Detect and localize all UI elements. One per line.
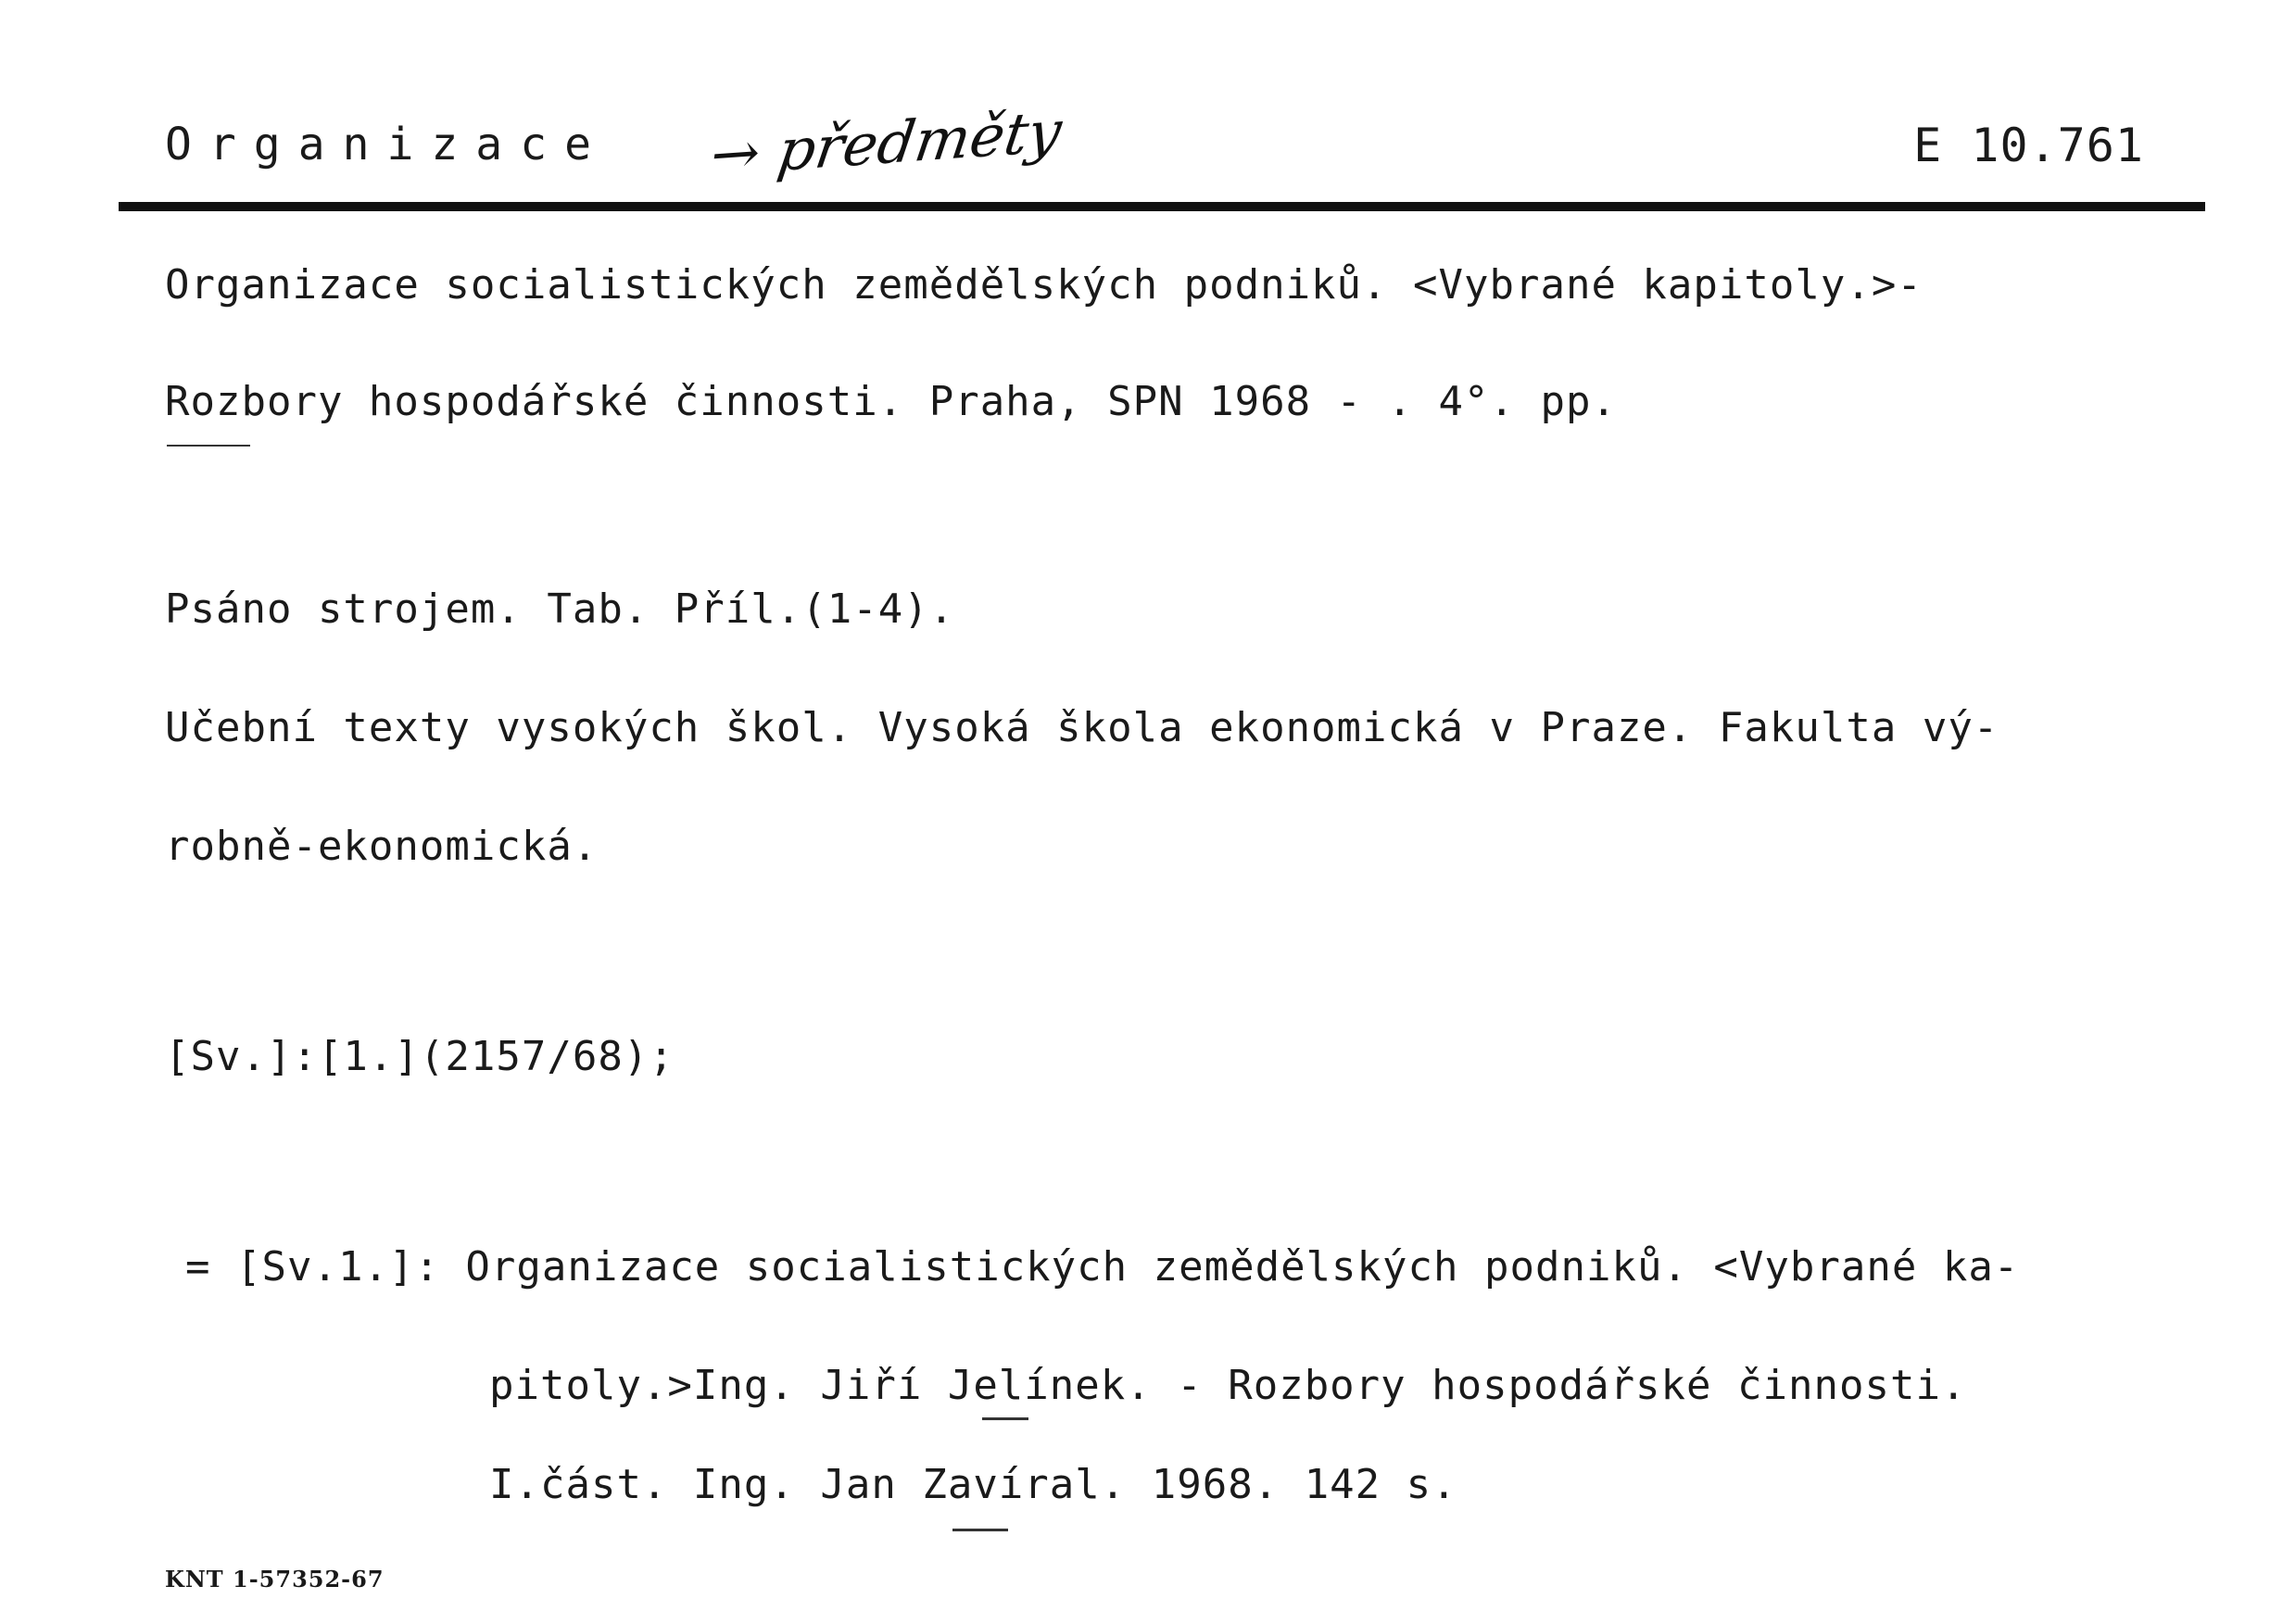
note-line: Psáno strojem. Tab. Příl.(1-4). — [165, 585, 955, 633]
series-line-1: Učební texty vysokých škol. Vysoká škola ekonomická v Praze. Fakulta vý- — [165, 704, 1999, 751]
contents-line-3: I.část. Ing. Jan Zavíral. 1968. 142 s. — [489, 1461, 1457, 1508]
ink-underline-mark — [167, 445, 250, 447]
series-line-2: robně-ekonomická. — [165, 823, 599, 870]
print-code: KNT 1-57352-67 — [165, 1566, 385, 1593]
ink-underline-mark — [982, 1417, 1028, 1420]
ink-underline-mark — [952, 1529, 1008, 1531]
contents-line-2: pitoly.>Ing. Jiří Jelínek. - Rozbory hospodářské činnosti. — [489, 1362, 1967, 1409]
subject-heading: Organizace — [165, 119, 609, 170]
heading-rule — [119, 202, 2205, 211]
call-number: E 10.761 — [1913, 119, 2144, 172]
title-line-2: Rozbory hospodářské činnosti. Praha, SPN 1968 - . 4°. pp. — [165, 378, 1617, 425]
handwritten-annotation: → předměty — [706, 97, 1066, 189]
contents-line-1: = [Sv.1.]: Organizace socialistických zemědělských podniků. <Vybrané ka- — [185, 1243, 2020, 1290]
title-line-1: Organizace socialistických zemědělských podniků. <Vybrané kapitoly.>- — [165, 261, 1923, 308]
volume-line: [Sv.]:[1.](2157/68); — [165, 1033, 675, 1080]
